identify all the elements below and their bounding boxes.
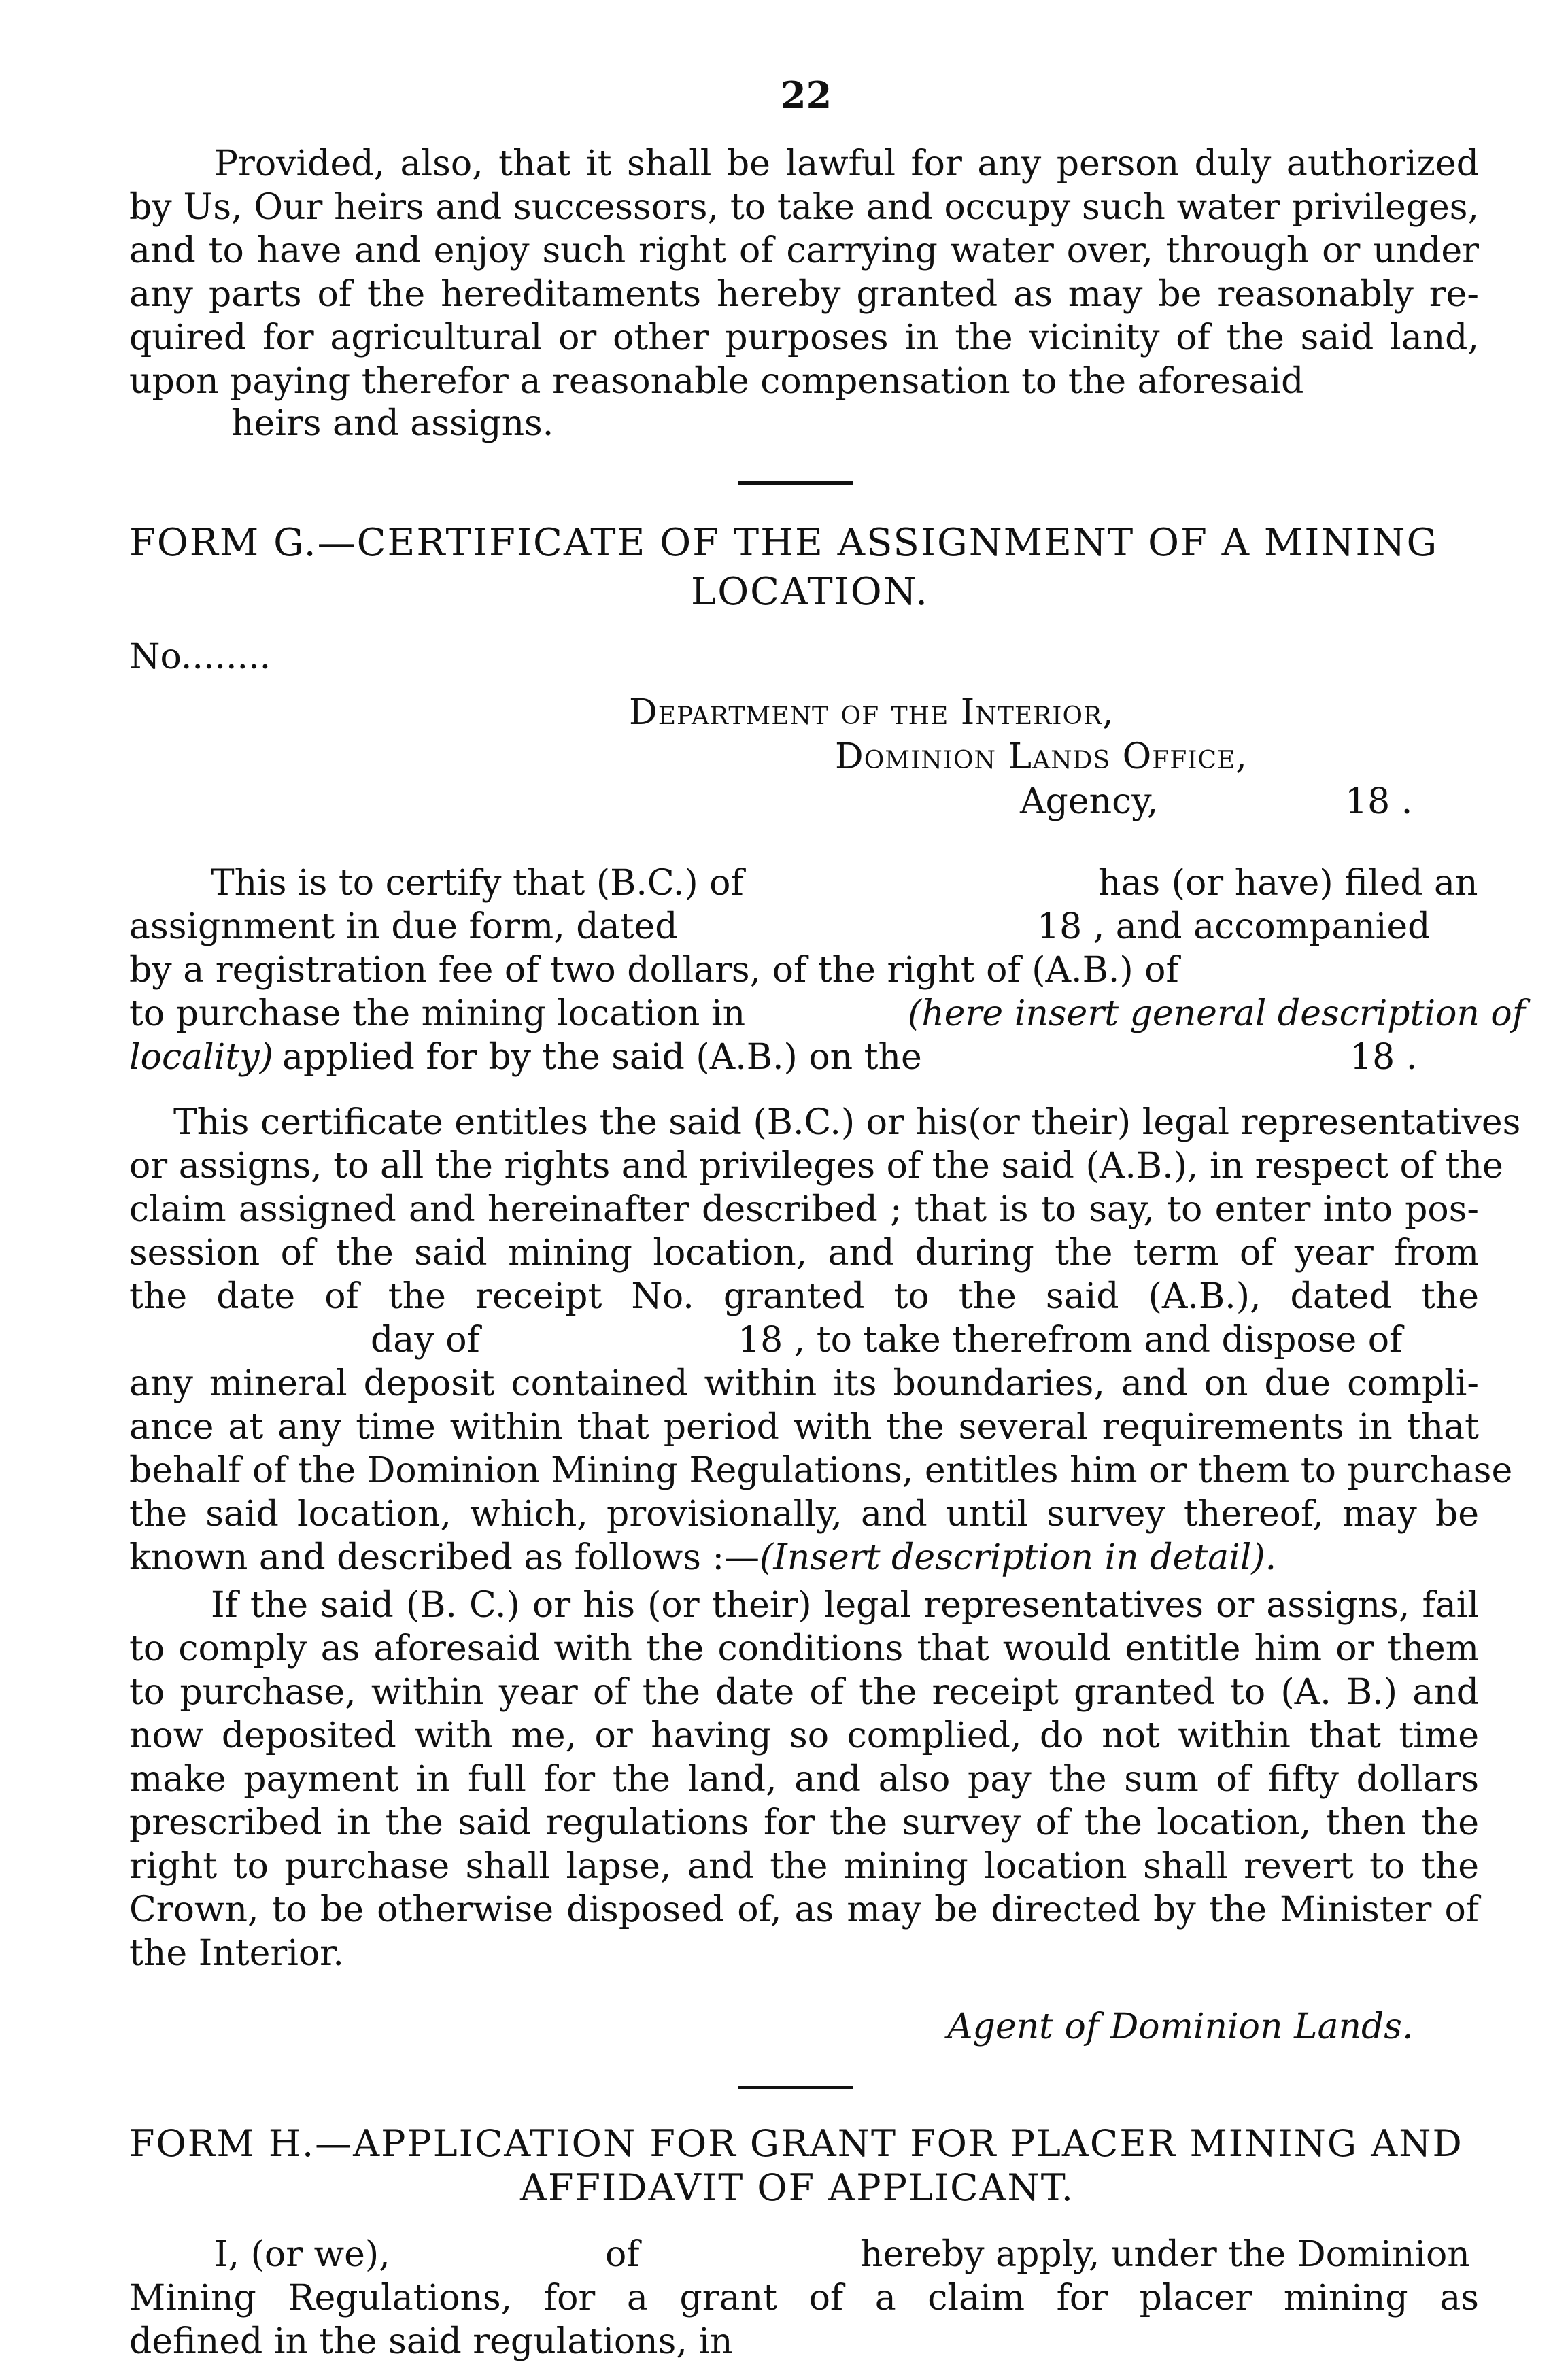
section-divider xyxy=(738,2086,853,2089)
form-g-title-cont: LOCATION. xyxy=(691,570,929,614)
form-h-title-cont: AFFIDAVIT OF APPLICANT. xyxy=(520,2166,1074,2209)
lapse-line: prescribed in the said regulations for the survey of the location, then the xyxy=(129,1802,1479,1843)
proviso-line: heirs and assigns. xyxy=(231,403,554,444)
entitlement-line: the said location, which, provisionally, and until survey thereof, may be xyxy=(129,1494,1479,1535)
entitlement-line: the date of the receipt No. granted to the said (A.B.), dated the xyxy=(129,1276,1479,1317)
certify-text: 18 . xyxy=(1350,1037,1418,1078)
application-text: defined in the said regulations, in xyxy=(129,2321,733,2362)
application-text: Mining Regulations, for a grant of a claim for placer mining as xyxy=(129,2278,1479,2319)
lapse-line: make payment in full for the land, and also pay the sum of fifty dollars xyxy=(129,1759,1479,1800)
proviso-line: Provided, also, that it shall be lawful for any person duly authorized xyxy=(214,143,1479,184)
certify-text: assignment in due form, dated xyxy=(129,906,678,947)
form-number: No........ xyxy=(129,636,271,677)
lapse-line: Crown, to be otherwise disposed of, as may be directed by the Minister of xyxy=(129,1889,1479,1930)
instruction-text: (Insert description in detail). xyxy=(759,1537,1277,1578)
proviso-line: quired for agricultural or other purposes in the vicinity of the said land, xyxy=(129,318,1479,358)
entitlement-line: claim assigned and hereinafter described ; that is to say, to enter into pos- xyxy=(129,1189,1479,1230)
entitlement-line xyxy=(129,1537,1276,1579)
certify-text: 18 , and accompanied xyxy=(1037,906,1431,947)
application-text: of xyxy=(605,2234,640,2275)
certify-text: to purchase the mining location in xyxy=(129,993,746,1034)
agency-label: Agency, xyxy=(1020,781,1159,822)
lapse-line: to purchase, within year of the date of the receipt granted to (A. B.) and xyxy=(129,1672,1479,1713)
certify-text: applied for by the said (A.B.) on the xyxy=(282,1037,922,1078)
agency-year: 18 . xyxy=(1345,781,1413,822)
page-number: 22 xyxy=(781,73,832,117)
application-text: I, (or we), xyxy=(214,2234,390,2275)
entitlement-line: This certificate entitles the said (B.C.) or his(or their) legal representatives xyxy=(173,1102,1521,1143)
entitlement-line: 18 , to take therefrom and dispose of xyxy=(738,1320,1403,1361)
proviso-line: any parts of the hereditaments hereby granted as may be reasonably re- xyxy=(129,274,1479,315)
entitlement-line: ance at any time within that period with the several requirements in that xyxy=(129,1407,1479,1448)
lapse-line: now deposited with me, or having so complied, do not within that time xyxy=(129,1715,1479,1756)
entitlement-line: session of the said mining location, and during the term of year from xyxy=(129,1233,1479,1273)
lapse-line: If the said (B. C.) or his (or their) legal representatives or assigns, fail xyxy=(211,1585,1479,1626)
form-h-title: FORM H.—APPLICATION FOR GRANT FOR PLACER MINING AND xyxy=(129,2122,1463,2165)
entitlement-line: or assigns, to all the rights and privileges of the said (A.B.), in respect of the xyxy=(129,1146,1503,1186)
certify-text: by a registration fee of two dollars, of the right of (A.B.) of xyxy=(129,950,1179,991)
lapse-line: to comply as aforesaid with the conditions that would entitle him or them xyxy=(129,1628,1479,1669)
form-g-title: FORM G.—CERTIFICATE OF THE ASSIGNMENT OF A MINING xyxy=(129,521,1439,565)
office-heading: Dominion Lands Office, xyxy=(835,736,1248,777)
entitlement-line: behalf of the Dominion Mining Regulations, entitles him or them to purchase xyxy=(129,1450,1513,1491)
proviso-line: and to have and enjoy such right of carrying water over, through or under xyxy=(129,230,1479,271)
certify-text: locality) xyxy=(129,1037,273,1078)
lapse-line: right to purchase shall lapse, and the mining location shall revert to the xyxy=(129,1846,1479,1887)
lapse-line: the Interior. xyxy=(129,1933,344,1974)
proviso-line: by Us, Our heirs and successors, to take and occupy such water privileges, xyxy=(129,187,1479,228)
certify-text: (here insert general description of xyxy=(908,993,1525,1034)
entitlement-text: known and described as follows :— xyxy=(129,1537,760,1578)
certify-text: has (or have) filed an xyxy=(1098,863,1478,904)
application-text: hereby apply, under the Dominion xyxy=(860,2234,1470,2275)
entitlement-line: day of xyxy=(371,1320,480,1361)
section-divider xyxy=(738,481,853,485)
proviso-line: upon paying therefor a reasonable compensation to the aforesaid xyxy=(129,361,1304,402)
signature-line: Agent of Dominion Lands. xyxy=(947,2006,1414,2047)
department-heading: Department of the Interior, xyxy=(629,692,1114,733)
certify-text: This is to certify that (B.C.) of xyxy=(211,863,744,904)
entitlement-line: any mineral deposit contained within its boundaries, and on due compli- xyxy=(129,1363,1479,1404)
